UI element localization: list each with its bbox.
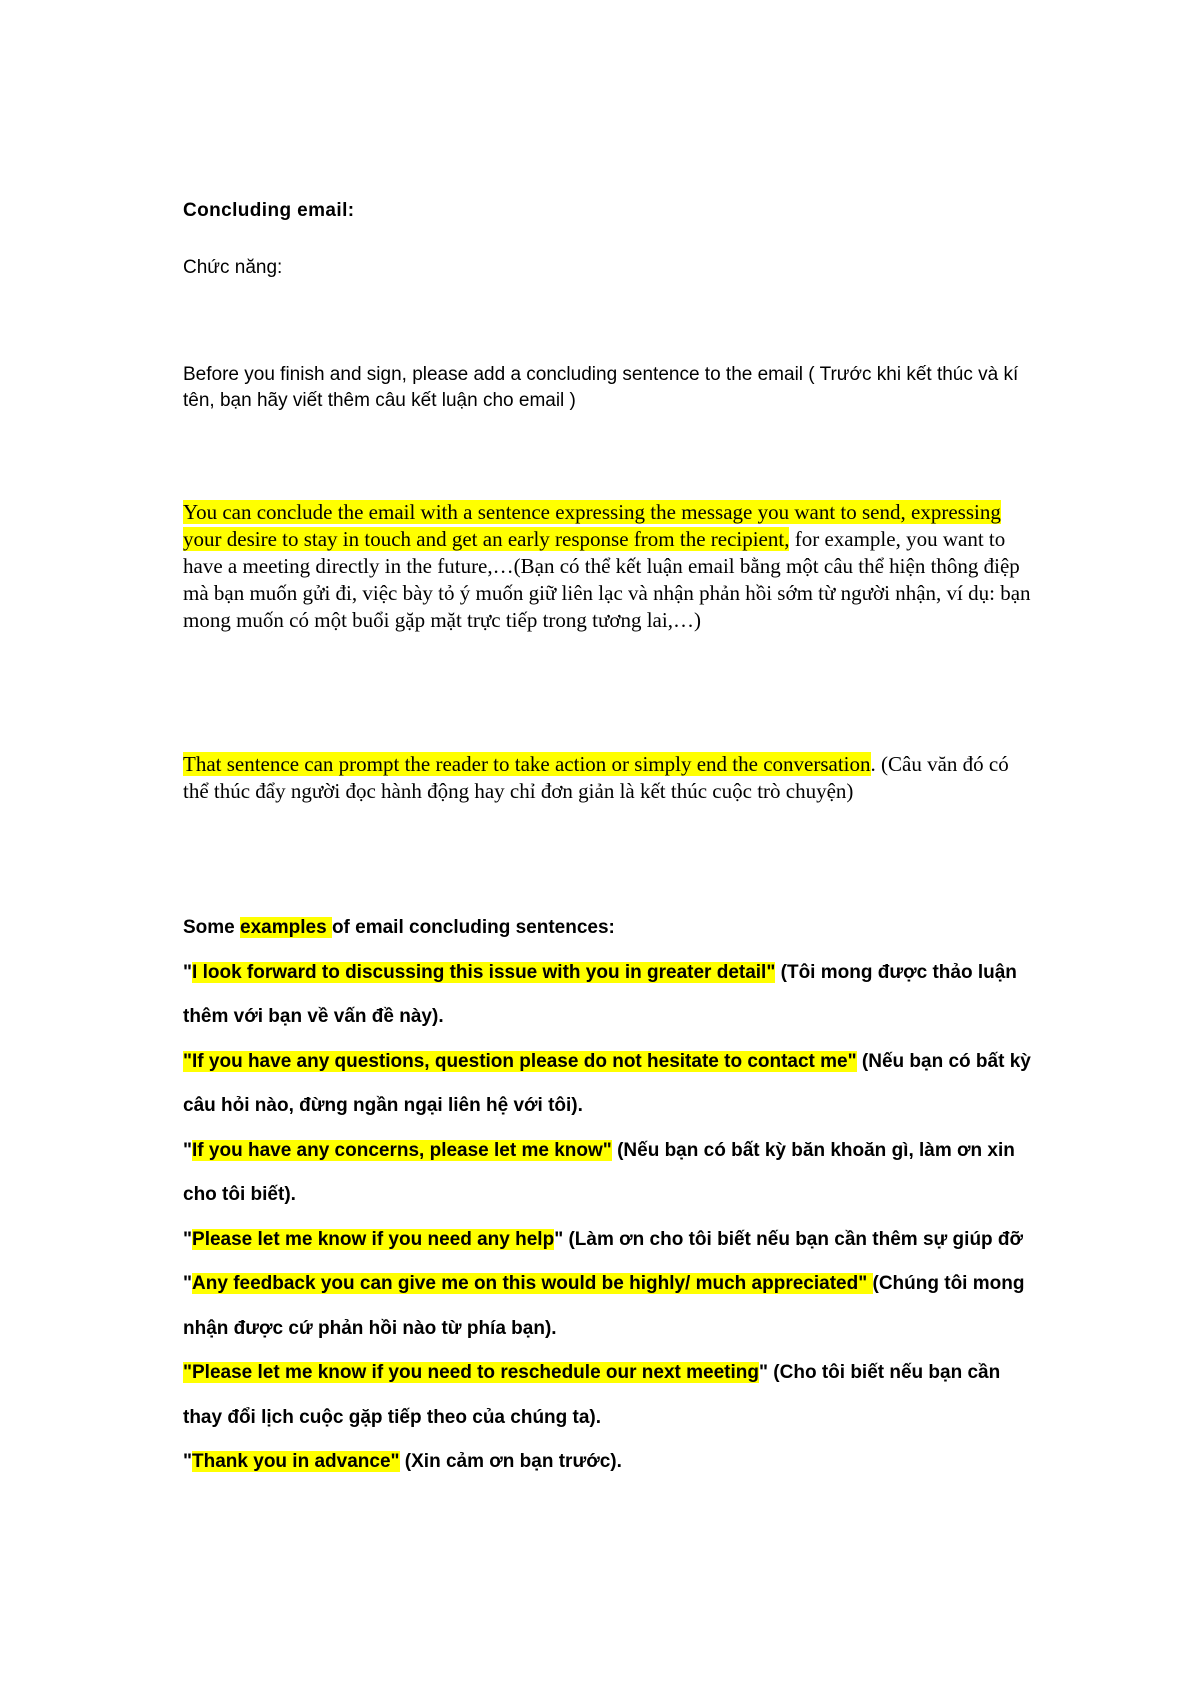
example-translation: " (Cho tôi biết nếu bạn cần thay đổi lịch cuộc gặp tiếp theo của chúng ta).: [183, 1362, 1001, 1428]
example-quote: "If you have any questions, question please do not hesitate to contact me": [183, 1050, 857, 1072]
example-quote: Please let me know if you need any help: [192, 1228, 555, 1250]
example-translation: " (Làm ơn cho tôi biết nếu bạn cần thêm sự giúp đỡ ": [183, 1228, 1024, 1294]
example-translation: (Nếu bạn có bất kỳ câu hỏi nào, đừng ngần ngại liên hệ với tôi).: [183, 1050, 1031, 1116]
intro-paragraph: Before you finish and sign, please add a concluding sentence to the email ( Trước khi kết thúc và kí tên, bạn hãy viết thêm câu kết luận cho email ): [183, 364, 1019, 411]
function-label: Chức năng:: [183, 257, 283, 278]
highlighted-text: That sentence can prompt the reader to take action or simply end the conversation: [183, 752, 871, 776]
example-translation: (Nếu bạn có bất kỳ băn khoăn gì, làm ơn xin cho tôi biết).: [183, 1139, 1015, 1205]
example-quote: Thank you in advance": [192, 1451, 400, 1472]
examples-section: [183, 906, 1033, 1485]
example-item: [183, 1351, 1033, 1440]
highlighted-text: examples: [240, 917, 332, 938]
example-item: "I look forward to discussing this issue with you in greater detail" (Tôi mong được thảo luận thêm với bạn về vấn đề này).: [183, 961, 1017, 1027]
example-quote: Any feedback you can give me on this would be highly/ much appreciated": [192, 1273, 873, 1294]
example-quote: If you have any concerns, please let me know": [192, 1139, 612, 1161]
paragraph-text: . (Câu văn đó có thể thúc đẩy người đọc hành động hay chỉ đơn giản là kết thúc cuộc trò chuyện): [183, 752, 1009, 803]
example-item: "If you have any concerns, please let me know" (Nếu bạn có bất kỳ băn khoăn gì, làm ơn xin cho tôi biết).: [183, 1139, 1015, 1205]
highlighted-text: You can conclude the email with a sentence expressing the message you want to send, expressing your desire to stay in touch and get an early response from the recipient,: [183, 500, 1001, 551]
examples-heading: Some examples of email concluding sentences:: [183, 917, 615, 938]
example-item: "Please let me know if you need any help" (Làm ơn cho tôi biết nếu bạn cần thêm sự giúp đỡ "Any feedback you can give me on this would be highly/ much appreciated" (Chúng tôi mong nhận được cứ phản hồi nào từ phía bạn).: [183, 1228, 1025, 1339]
example-quote: "Please let me know if you need to reschedule our next meeting: [183, 1362, 759, 1383]
prompt-paragraph: [183, 751, 1038, 805]
example-quote: I look forward to discussing this issue with you in greater detail": [192, 961, 776, 983]
example-item: [183, 1040, 1033, 1129]
example-translation: (Xin cảm ơn bạn trước).: [399, 1451, 622, 1472]
example-translation: (Chúng tôi mong nhận được cứ phản hồi nào từ phía bạn).: [183, 1273, 1025, 1339]
example-translation: (Tôi mong được thảo luận thêm với bạn về vấn đề này).: [183, 961, 1017, 1027]
example-item: "Thank you in advance" (Xin cảm ơn bạn trước).: [183, 1451, 622, 1472]
conclusion-paragraph: [183, 499, 1038, 634]
paragraph-text: for example, you want to have a meeting directly in the future,…(Bạn có thể kết luận email bằng một câu thể hiện thông điệp mà bạn muốn gửi đi, việc bày tỏ ý muốn giữ liên lạc và nhận phản hồi sớm từ người nhận, ví dụ: bạn mong muốn có một buổi gặp mặt trực tiếp trong tương lai,…): [183, 527, 1031, 632]
document-title: Concluding email:: [183, 200, 355, 221]
